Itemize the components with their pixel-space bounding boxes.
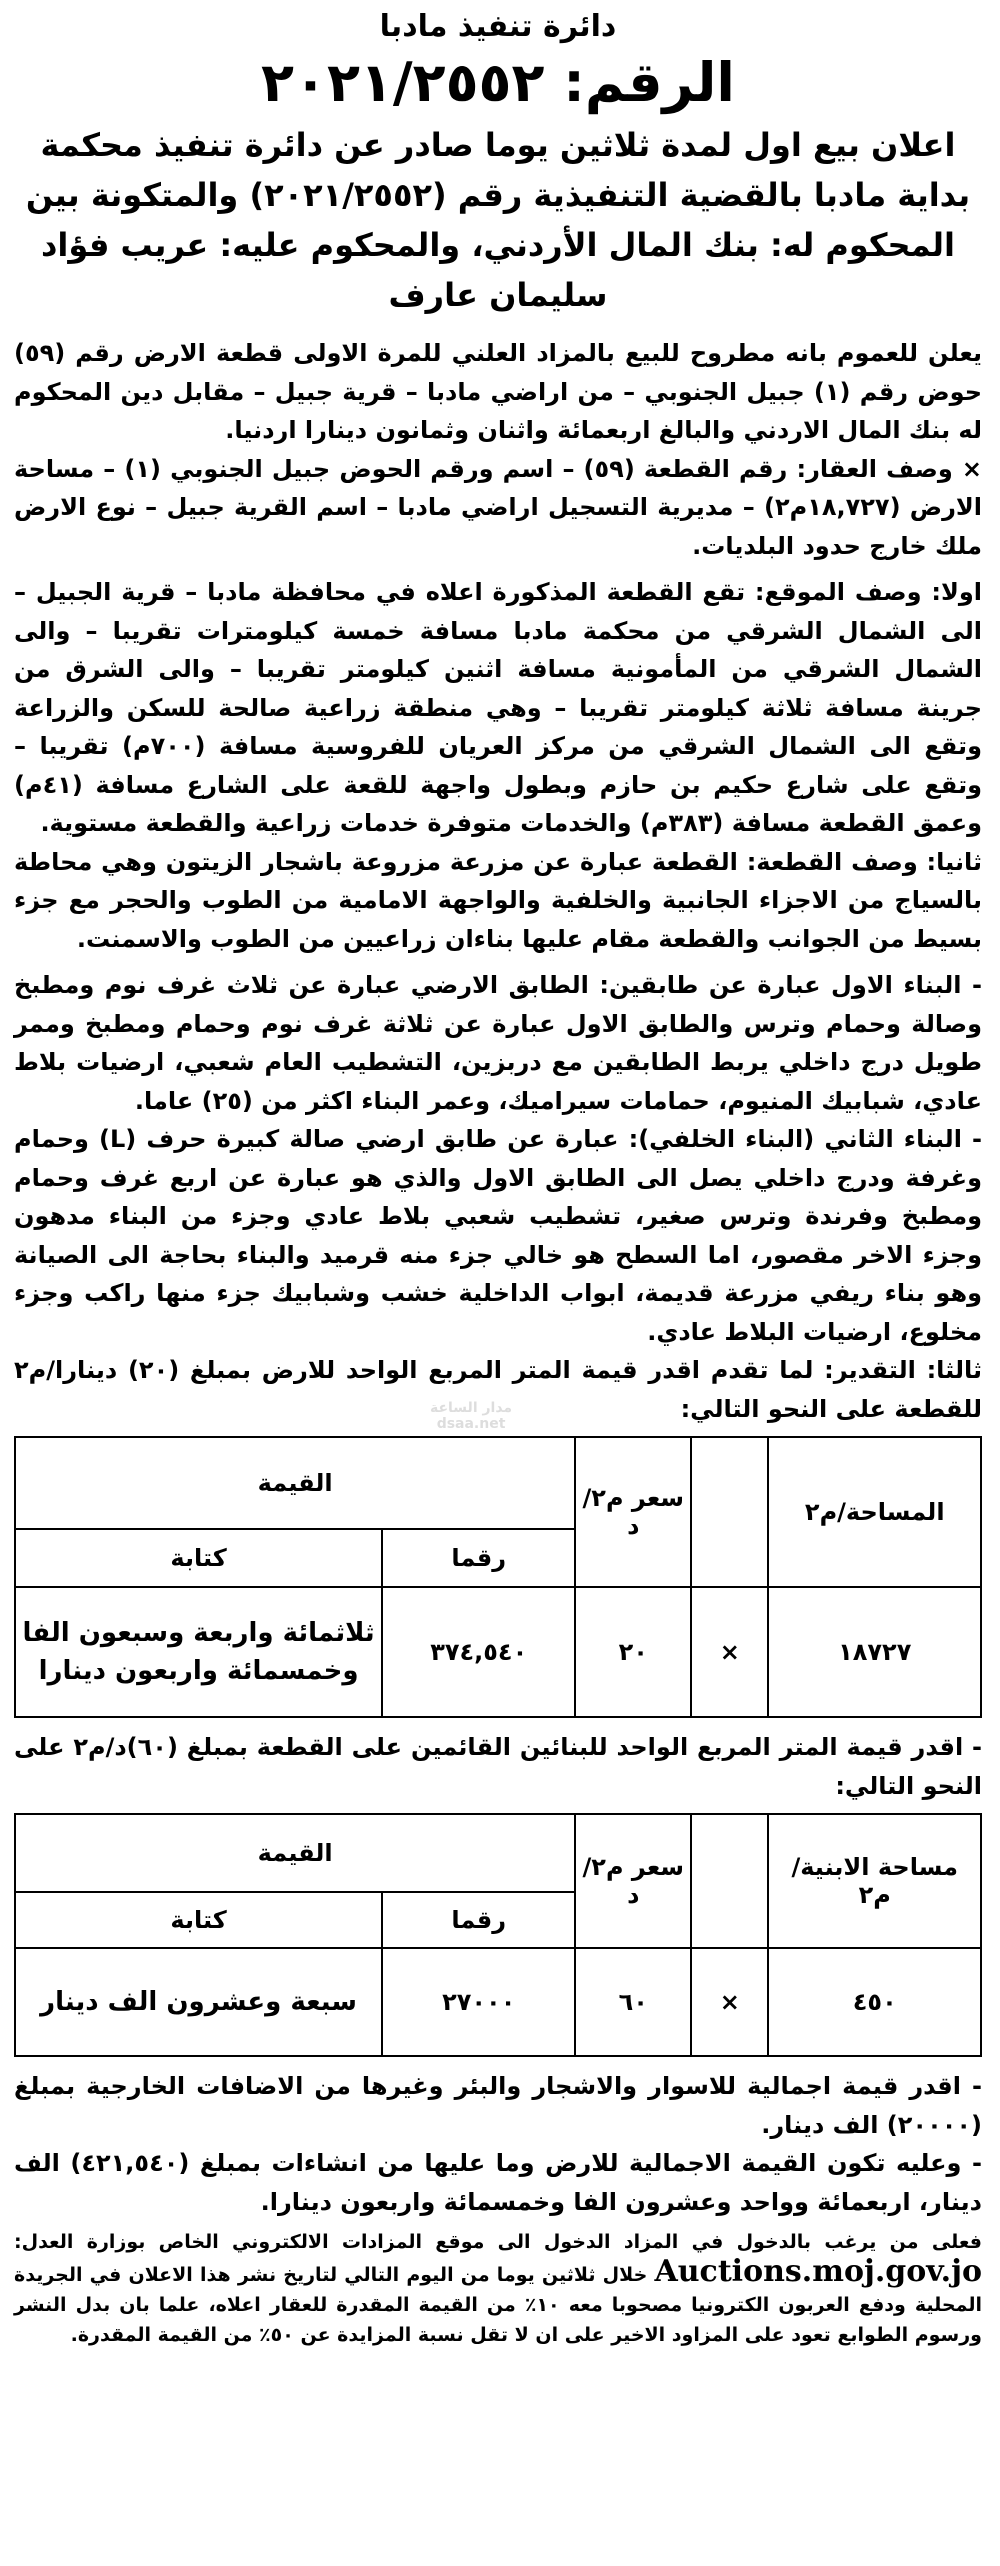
buildings-area-header: مساحة الابنية/م٢ xyxy=(768,1814,981,1948)
land-valuation-table xyxy=(14,1436,982,1718)
land-digits-value: ٣٧٤,٥٤٠ xyxy=(382,1587,575,1717)
buildings-digits-header: رقما xyxy=(382,1892,575,1948)
department-title: دائرة تنفيذ مادبا xyxy=(379,9,617,44)
land-area-value: ١٨٧٢٧ xyxy=(768,1587,981,1717)
land-mult-header xyxy=(691,1437,768,1587)
buildings-words-value: سبعة وعشرون الف دينار xyxy=(15,1948,382,2056)
estimate-paragraph: ثالثا: التقدير: لما تقدم اقدر قيمة المتر المربع الواحد للارض بمبلغ (٢٠) دينارا/م٢ للقطعة على النحو التالي: xyxy=(14,1356,983,1423)
land-words-value: ثلاثمائة واربعة وسبعون الفا وخمسمائة واربعون دينارا xyxy=(15,1587,382,1717)
land-words-header: كتابة xyxy=(15,1529,382,1587)
buildings-mult-header xyxy=(691,1814,768,1948)
land-mult-sign: × xyxy=(691,1587,768,1717)
auction-note xyxy=(14,2227,982,2350)
buildings-valuation-table xyxy=(14,1813,982,2057)
land-value-header: القيمة xyxy=(15,1437,575,1529)
watermark-site: dsaa.net xyxy=(436,1416,506,1432)
buildings-digits-value: ٢٧٠٠٠ xyxy=(382,1948,575,2056)
land-rate-header: سعر م٢/د xyxy=(575,1437,691,1587)
buildings-mult-sign: × xyxy=(691,1948,768,2056)
case-number: الرقم: ٢٠٢١/٢٥٥٢ xyxy=(261,51,735,114)
land-digits-header: رقما xyxy=(382,1529,575,1587)
auction-note-part2: خلال ثلاثين يوما من اليوم التالي لتاريخ نشر هذا الاعلان في الجريدة المحلية ودفع العربون الكترونيا مصحوبا معه ١٠٪ من القيمة المقدرة للعقار اعلاه، علما بان بدل النشر ورسوم الطوابع تعود على المزاود الاخير على ان لا تقل نسبة المزايدة عن ٥٠٪ من القيمة المقدرة. xyxy=(14,2264,982,2346)
fences-paragraph: - اقدر قيمة اجمالية للاسوار والاشجار والبئر وغيرها من الاضافات الخارجية بمبلغ (٢٠٠٠٠) الف دينار. xyxy=(14,2072,982,2139)
buildings-rate-paragraph: - اقدر قيمة المتر المربع الواحد للبنائين القائمين على القطعة بمبلغ (٦٠)د/م٢ على النحو التالي: xyxy=(14,1733,982,1800)
buildings-rate-value: ٦٠ xyxy=(575,1948,691,2056)
total-paragraph: - وعليه تكون القيمة الاجمالية للارض وما عليها من انشاءات بمبلغ (٤٢١,٥٤٠) الف دينار، اربعمائة وواحد وعشرون الفا وخمسمائة واربعون دينارا. xyxy=(14,2149,982,2216)
watermark-name: مدار الساعة xyxy=(430,1400,513,1416)
intro-paragraph: يعلن للعموم بانه مطروح للبيع بالمزاد العلني للمرة الاولى قطعة الارض رقم (٥٩) حوض رقم (١) جبيل الجنوبي – من اراضي مادبا – قرية جبيل – مقابل دين المحكوم له بنك المال الاردني والبالغ اربعمائة واثنان وثمانون دينارا اردنيا. xyxy=(14,339,982,444)
building-one-description: - البناء الاول عبارة عن طابقين: الطابق الارضي عبارة عن ثلاث غرف نوم ومطبخ وصالة وحمام وترس والطابق الاول عبارة عن ثلاثة غرف نوم وحمام ومطبخ وممر طويل درج داخلي يربط الطابقين مع دربزين، التشطيب العام شعبي، ارضيات بلاط عادي، شبابيك المنيوم، حمامات سيراميك، وعمر البناء اكثر من (٢٥) عاما. xyxy=(14,971,982,1115)
auction-note-part1: فعلى من يرغب بالدخول في المزاد الدخول الى موقع المزادات الالكتروني الخاص بوزارة العدل: xyxy=(14,2231,982,2253)
auction-url[interactable]: Auctions.moj.gov.jo xyxy=(654,2254,982,2289)
buildings-words-header: كتابة xyxy=(15,1892,382,1948)
parcel-description: ثانيا: وصف القطعة: القطعة عبارة عن مزرعة مزروعة باشجار الزيتون وهي محاطة بالسياج من الاجزاء الجانبية والخلفية والواجهة الامامية من الطوب والحجر مع جزء بسيط من الجوانب والقطعة مقام عليها بناءان زراعيين من الطوب والاسمنت. xyxy=(14,847,982,953)
buildings-rate-header: سعر م٢/د xyxy=(575,1814,691,1948)
buildings-area-value: ٤٥٠ xyxy=(768,1948,981,2056)
location-description: اولا: وصف الموقع: تقع القطعة المذكورة اعلاه في محافظة مادبا – قرية الجبيل – الى الشمال الشرقي من محكمة مادبا مسافة خمسة كيلومترات تقريبا – والى الشمال الشرقي من المأمونية مسافة اثنين كيلومتر تقريبا – والى الشرق من جرينة مسافة ثلاثة كيلومتر تقريبا – وهي منطقة زراعية صالحة للسكن والزراعة وتقع الى الشمال الشرقي من مركز العريان للفروسية مسافة (٧٠٠م) تقريبا – وتقع على شارع حكيم بن حازم وبطول واجهة للقعة على الشارع مسافة (٤١م) وعمق القطعة مسافة (٣٨٣م) والخدمات متوفرة خدمات زراعية والقطعة مستوية. xyxy=(14,578,982,837)
property-description: × وصف العقار: رقم القطعة (٥٩) – اسم ورقم الحوض جبيل الجنوبي (١) – مساحة الارض (١٨,٧٢٧م٢) – مديرية التسجيل اراضي مادبا – اسم القرية جبيل – نوع الارض ملك خارج حدود البلديات. xyxy=(14,454,983,560)
watermark xyxy=(430,1400,512,1432)
buildings-value-header: القيمة xyxy=(15,1814,575,1892)
announcement-subtitle: اعلان بيع اول لمدة ثلاثين يوما صادر عن دائرة تنفيذ محكمة بداية مادبا بالقضية التنفيذية رقم (٢٠٢١/٢٥٥٢) والمتكونة بين المحكوم له: بنك المال الأردني، والمحكوم عليه: عريب فؤاد سليمان عارف xyxy=(25,126,971,314)
land-rate-value: ٢٠ xyxy=(575,1587,691,1717)
land-area-header: المساحة/م٢ xyxy=(768,1437,981,1587)
building-two-description: - البناء الثاني (البناء الخلفي): عبارة عن طابق ارضي صالة كبيرة حرف (L) وحمام وغرفة ودرج داخلي يصل الى الطابق الاول والذي هو عبارة عن اربع غرف وحمام ومطبخ وفرندة وترس صغير، تشطيب شعبي بلاط عادي وجزء من البناء مدهون وجزء الاخر مقصور، اما السطح هو خالي جزء منه قرميد والبناء بحاجة الى الصيانة وهو بناء ريفي مزرعة قديمة، ابواب الداخلية خشب وشبابيك جزء منها راكب وجزء مخلوع، ارضيات البلاط عادي. xyxy=(14,1125,982,1346)
